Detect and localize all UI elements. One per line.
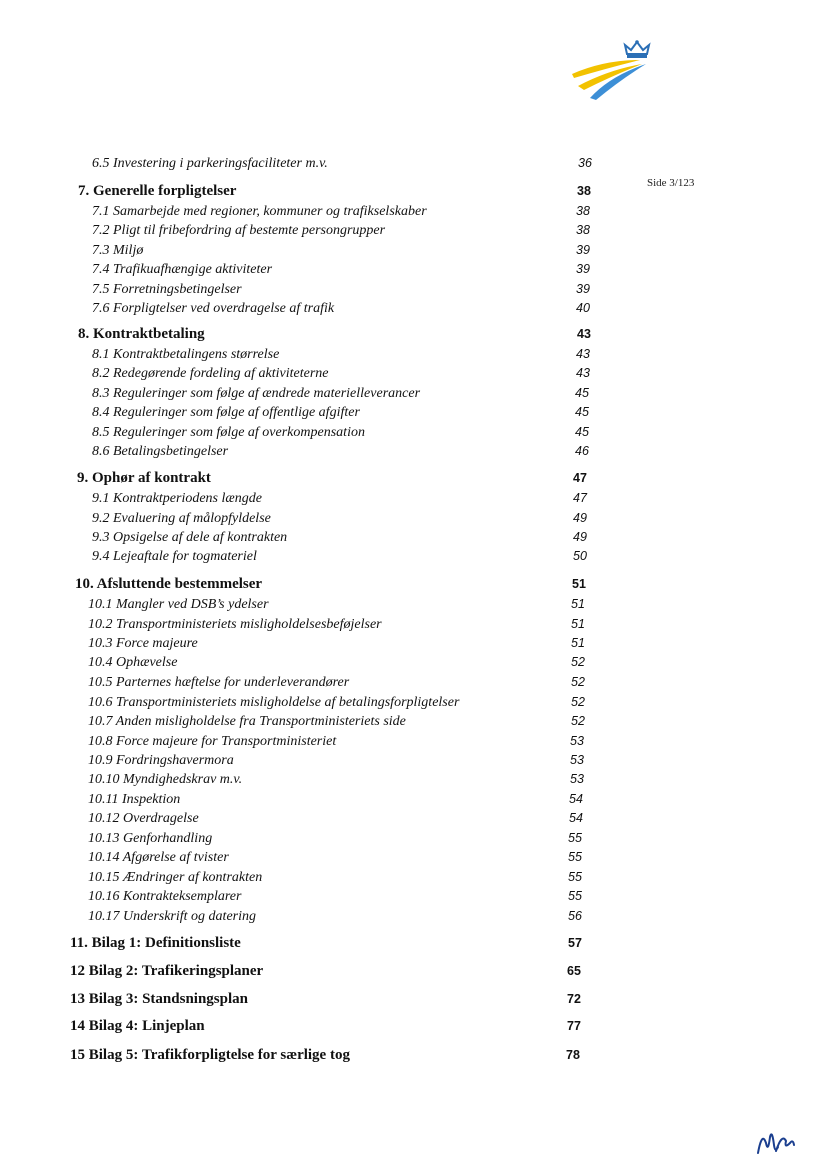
toc-entry-text: 10.15 Ændringer af kontrakten: [88, 870, 263, 885]
toc-entry-text: 7.5 Forretningsbetingelser: [92, 282, 242, 297]
toc-page-number: 45: [575, 386, 589, 400]
toc-page-number: 51: [571, 597, 585, 611]
toc-entry-text: 10.7 Anden misligholdelse fra Transportministeriets side: [88, 714, 406, 729]
toc-page-number: 65: [567, 964, 581, 978]
toc-page-number: 54: [569, 811, 583, 825]
toc-subsection-title[interactable]: [92, 440, 228, 460]
toc-page-number: 49: [573, 511, 587, 525]
toc-subsection-title[interactable]: [88, 788, 180, 808]
toc-page-number: 51: [572, 577, 586, 591]
toc-page-number: 43: [577, 327, 591, 341]
toc-subsection-title[interactable]: [88, 749, 234, 769]
signature-initials: [756, 1123, 796, 1159]
toc-subsection-title[interactable]: [92, 487, 262, 507]
toc-entry-text: 10.13 Genforhandling: [88, 831, 213, 846]
toc-entry-text: 9.3 Opsigelse af dele af kontrakten: [92, 530, 288, 545]
toc-entry-text: 8.6 Betalingsbetingelser: [92, 444, 229, 459]
toc-subsection-title[interactable]: [92, 382, 420, 402]
toc-section-title[interactable]: [75, 573, 262, 593]
toc-subsection-title[interactable]: [88, 613, 382, 633]
toc-page-number: 46: [575, 444, 589, 458]
toc-page-number: 36: [578, 156, 592, 170]
toc-entry-text: 8.2 Redegørende fordeling af aktiviteterne: [92, 366, 329, 381]
toc-subsection-title[interactable]: [92, 152, 328, 172]
toc-subsection-title[interactable]: [92, 239, 143, 259]
toc-entry-text: 10.10 Myndighedskrav m.v.: [88, 772, 243, 787]
toc-subsection-title[interactable]: [92, 401, 360, 421]
toc-page-number: 52: [571, 695, 585, 709]
toc-page-number: 53: [570, 772, 584, 786]
toc-entry-text: 10.2 Transportministeriets misligholdelsesbeføjelser: [88, 617, 382, 632]
toc-subsection-title[interactable]: [88, 730, 336, 750]
toc-entry-text: 10.8 Force majeure for Transportministeriet: [88, 734, 337, 749]
toc-entry-text: 13 Bilag 3: Standsningsplan: [70, 991, 248, 1007]
toc-entry-text: 10.4 Ophævelse: [88, 655, 178, 670]
toc-subsection-title[interactable]: [88, 593, 269, 613]
toc-entry-text: 9.2 Evaluering af målopfyldelse: [92, 511, 271, 526]
toc-entry-text: 8.5 Reguleringer som følge af overkompensation: [92, 425, 365, 440]
toc-entry-text: 7.1 Samarbejde med regioner, kommuner og trafikselskaber: [92, 204, 427, 219]
toc-page-number: 57: [568, 936, 582, 950]
toc-page-number: 51: [571, 636, 585, 650]
toc-entry-text: 7.2 Pligt til fribefordring af bestemte persongrupper: [92, 223, 386, 238]
toc-section-title[interactable]: [70, 1044, 350, 1064]
toc-entry-text: 10.3 Force majeure: [88, 636, 198, 651]
toc-entry-text: 7. Generelle forpligtelser: [78, 183, 237, 199]
toc-page-number: 55: [568, 889, 582, 903]
toc-page-number: 38: [576, 223, 590, 237]
toc-entry-text: 10. Afsluttende bestemmelser: [75, 576, 263, 592]
toc-page-number: 55: [568, 831, 582, 845]
toc-entry-text: 10.16 Kontrakteksemplarer: [88, 889, 242, 904]
toc-page-number: 51: [571, 617, 585, 631]
toc-subsection-title[interactable]: [88, 710, 406, 730]
toc-page-number: 53: [570, 734, 584, 748]
toc-page-number: 45: [575, 425, 589, 439]
toc-page-number: 55: [568, 850, 582, 864]
toc-subsection-title[interactable]: [88, 768, 242, 788]
toc-entry-text: 8.3 Reguleringer som følge af ændrede materielleverancer: [92, 386, 421, 401]
toc-entry-text: 12 Bilag 2: Trafikeringsplaner: [70, 963, 264, 979]
toc-page-number: 50: [573, 549, 587, 563]
toc-subsection-title[interactable]: [92, 421, 365, 441]
toc-section-title[interactable]: [70, 932, 241, 952]
toc-entry-text: 7.4 Trafikuafhængige aktiviteter: [92, 262, 273, 277]
toc-entry-text: 14 Bilag 4: Linjeplan: [70, 1018, 205, 1034]
toc-section-title[interactable]: [78, 180, 236, 200]
toc-page-number: 38: [576, 204, 590, 218]
toc-entry-text: 8. Kontraktbetaling: [78, 326, 205, 342]
toc-page-number: 45: [575, 405, 589, 419]
toc-subsection-title[interactable]: [88, 866, 262, 886]
toc-page-number: 52: [571, 714, 585, 728]
toc-entry-text: 10.12 Overdragelse: [88, 811, 199, 826]
toc-entry-text: 10.14 Afgørelse af tvister: [88, 850, 229, 865]
toc-subsection-title[interactable]: [88, 671, 349, 691]
page-number-label: Side 3/123: [647, 177, 695, 189]
toc-subsection-title[interactable]: [88, 885, 241, 905]
toc-subsection-title[interactable]: [92, 219, 385, 239]
toc-entry-text: 10.17 Underskrift og datering: [88, 909, 256, 924]
toc-page-number: 54: [569, 792, 583, 806]
toc-subsection-title[interactable]: [92, 278, 242, 298]
toc-entry-text: 15 Bilag 5: Trafikforpligtelse for særlige tog: [70, 1047, 350, 1063]
toc-page-number: 56: [568, 909, 582, 923]
toc-page-number: 53: [570, 753, 584, 767]
toc-entry-text: 6.5 Investering i parkeringsfaciliteter m.v.: [92, 156, 328, 171]
toc-entry-text: 11. Bilag 1: Definitionsliste: [70, 935, 241, 951]
toc-subsection-title[interactable]: [92, 343, 279, 363]
toc-subsection-title[interactable]: [88, 905, 256, 925]
toc-section-title[interactable]: [70, 988, 248, 1008]
toc-section-title[interactable]: [77, 467, 211, 487]
toc-entry-text: 8.4 Reguleringer som følge af offentlige afgifter: [92, 405, 360, 420]
toc-page-number: 38: [577, 184, 591, 198]
toc-subsection-title[interactable]: [92, 297, 334, 317]
toc-entry-text: 9. Ophør af kontrakt: [77, 470, 211, 486]
toc-subsection-title[interactable]: [92, 507, 271, 527]
toc-entry-text: 7.3 Miljø: [92, 243, 144, 258]
toc-subsection-title[interactable]: [88, 632, 198, 652]
toc-subsection-title[interactable]: [92, 200, 427, 220]
toc-page-number: 43: [576, 347, 590, 361]
toc-subsection-title[interactable]: [92, 258, 272, 278]
toc-subsection-title[interactable]: [88, 691, 459, 711]
toc-section-title[interactable]: [78, 323, 205, 343]
toc-subsection-title[interactable]: [88, 651, 177, 671]
toc-page-number: 52: [571, 675, 585, 689]
toc-page-number: 49: [573, 530, 587, 544]
toc-entry-text: 9.4 Lejeaftale for togmateriel: [92, 549, 257, 564]
toc-section-title[interactable]: [70, 960, 263, 980]
toc-subsection-title[interactable]: [92, 362, 329, 382]
toc-page-number: 39: [576, 262, 590, 276]
toc-page-number: 47: [573, 491, 587, 505]
toc-entry-text: 9.1 Kontraktperiodens længde: [92, 491, 262, 506]
toc-page-number: 55: [568, 870, 582, 884]
toc-page-number: 78: [566, 1048, 580, 1062]
toc-page-number: 40: [576, 301, 590, 315]
toc-page-number: 47: [573, 471, 587, 485]
toc-entry-text: 10.1 Mangler ved DSB’s ydelser: [88, 597, 269, 612]
toc-subsection-title[interactable]: [88, 807, 199, 827]
toc-page-number: 77: [567, 1019, 581, 1033]
toc-page-number: 52: [571, 655, 585, 669]
toc-entry-text: 8.1 Kontraktbetalingens størrelse: [92, 347, 280, 362]
toc-page-number: 39: [576, 243, 590, 257]
toc-entry-text: 10.6 Transportministeriets misligholdelse af betalingsforpligtelser: [88, 695, 460, 710]
toc-entry-text: 10.5 Parternes hæftelse for underleverandører: [88, 675, 350, 690]
toc-page-number: 39: [576, 282, 590, 296]
toc-page-number: 72: [567, 992, 581, 1006]
toc-entry-text: 10.9 Fordringshavermora: [88, 753, 234, 768]
toc-subsection-title[interactable]: [88, 827, 212, 847]
toc-subsection-title[interactable]: [92, 545, 257, 565]
toc-page-number: 43: [576, 366, 590, 380]
toc-section-title[interactable]: [70, 1015, 205, 1035]
toc-entry-text: 7.6 Forpligtelser ved overdragelse af trafik: [92, 301, 335, 316]
toc-entry-text: 10.11 Inspektion: [88, 792, 181, 807]
toc-subsection-title[interactable]: [88, 846, 229, 866]
toc-subsection-title[interactable]: [92, 526, 287, 546]
